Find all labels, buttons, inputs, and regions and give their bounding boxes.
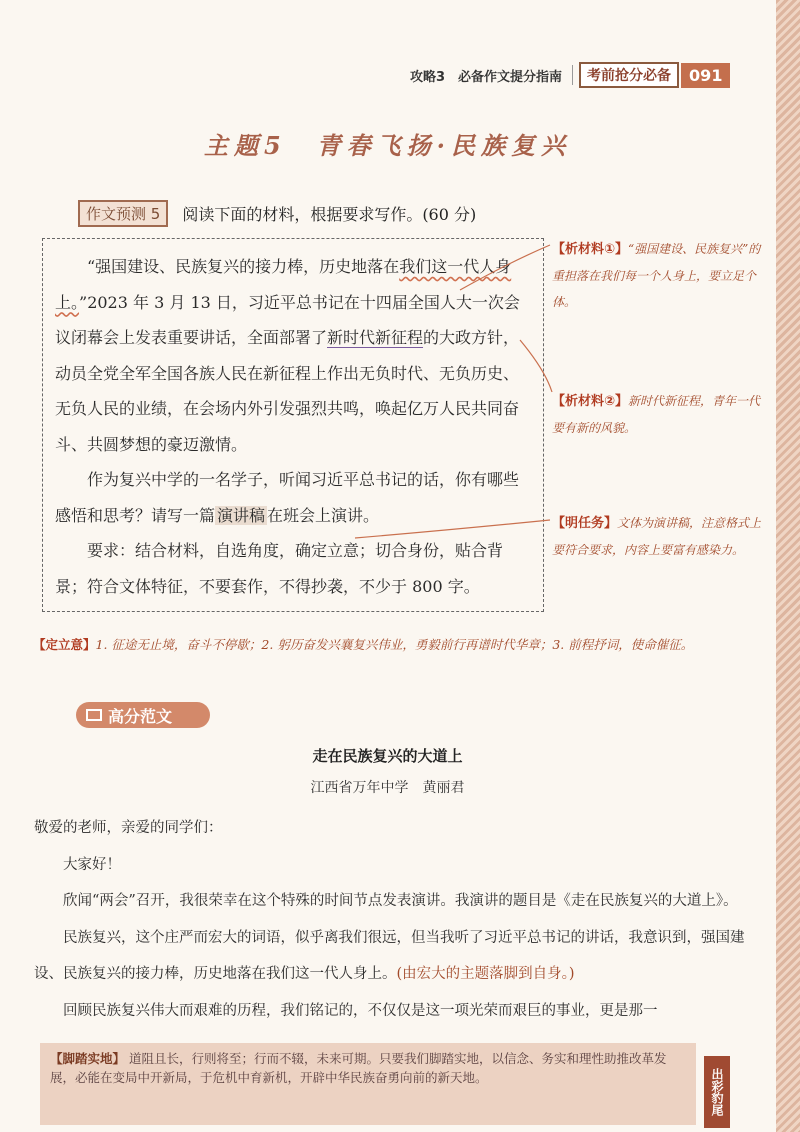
highlight-phrase-2: 新时代新征程 (327, 328, 424, 347)
prediction-row (78, 200, 476, 227)
note-label: 【析材料②】 (552, 394, 629, 409)
header-guide: 攻略3 必备作文提分指南 (410, 69, 563, 85)
material-text: “强国建设、民族复兴的接力棒，历史地落在 (87, 257, 400, 276)
page-title: 主题5 青春飞扬·民族复兴 (203, 131, 572, 160)
material-text: 的大政方针，动员全党全军全国各族人民在新征程上作出无负时代、无负历史、无负人民的业绩，在会场内外引发强烈共鸣，唤起亿万人民共同奋斗、共圆梦想的豪迈激情。 (55, 328, 520, 454)
footer-text: 道阻且长，行则将至；行而不辍，未来可期。只要我们脚踏实地，以信念、务实和理性助推改革发展，必能在变局中开新局，于危机中育新机，开辟中华民族奋勇向前的新天地。 (50, 1051, 667, 1085)
note-task (552, 510, 762, 563)
prediction-instruction: 阅读下面的材料，根据要求写作。(60 分) (182, 205, 477, 224)
highlight-phrase-1: 我们这一代人身上。 (55, 257, 512, 312)
note-material-1 (552, 236, 762, 315)
material-paragraph-2 (55, 462, 527, 533)
book-icon (86, 709, 102, 721)
note-text: “强国建设、民族复兴”的重担落在我们每一个人身上，要立足个体。 (552, 242, 761, 309)
footer-tip (40, 1043, 696, 1125)
material-box (42, 238, 544, 612)
essay-text: 民族复兴，这个庄严而宏大的词语，似乎离我们很远，但当我听了习近平总书记的讲话，我意识到，强国建设、民族复兴的接力棒，历史地落在我们这一代人身上。 (34, 929, 745, 982)
model-essay-badge (76, 702, 210, 728)
badge-label: 高分范文 (108, 706, 173, 726)
material-requirements: 要求：结合材料，自选角度，确定立意；切合身份，贴合背景；符合文体特征，不要套作，不得抄袭，不少于 800 字。 (55, 541, 504, 596)
footer-side-tag: 出彩豹尾 (704, 1056, 730, 1128)
material-text: ”2023 年 3 月 13 日，习近平总书记在十四届全国人大一次会议闭幕会上发表重要讲话，全面部署了 (55, 292, 520, 347)
material-text: 在班会上演讲。 (267, 505, 380, 525)
note-text: 新时代新征程，青年一代要有新的风貌。 (552, 394, 761, 435)
essay-body (34, 810, 764, 1029)
essay-title: 走在民族复兴的大道上 (312, 747, 463, 765)
material-paragraph-1 (55, 249, 527, 462)
note-label: 【明任务】 (552, 516, 618, 531)
prediction-tag: 作文预测 5 (78, 200, 168, 227)
essay-paragraph-3: 回顾民族复兴伟大而艰难的历程，我们铭记的，不仅仅是这一项光荣而艰巨的事业，更是那一 (63, 1002, 658, 1019)
footer-label: 【脚踏实地】 (50, 1051, 126, 1066)
header-section-box: 考前抢分必备 (579, 62, 679, 88)
note-text: 文体为演讲稿，注意格式上要符合要求，内容上要富有感染力。 (552, 516, 762, 557)
essay-hello: 大家好！ (63, 856, 121, 873)
note-material-2 (552, 388, 762, 441)
theme-label: 【定立意】 (33, 637, 96, 652)
running-header (410, 62, 730, 88)
essay-comment: (由宏大的主题落脚到自身。) (396, 966, 575, 982)
theme-setting (33, 632, 763, 657)
note-label: 【析材料①】 (552, 242, 629, 257)
essay-paragraph-2 (34, 920, 764, 993)
essay-paragraph-1: 欣闻“两会”召开，我很荣幸在这个特殊的时间节点发表演讲。我演讲的题目是《走在民族复兴的大道上》。 (63, 893, 738, 909)
page-edge-stripe (776, 0, 800, 1132)
material-text: 作为复兴中学的一名学子，听闻习近平总书记的话，你有哪些感悟和思考？请写一篇 (55, 470, 520, 525)
essay-author: 江西省万年中学 黄丽君 (310, 780, 465, 796)
highlight-genre: 演讲稿 (217, 505, 266, 525)
header-divider (572, 65, 573, 85)
page-number: 091 (681, 63, 730, 88)
essay-greeting: 敬爱的老师，亲爱的同学们： (34, 820, 223, 836)
theme-text: 1. 征途无止境，奋斗不停歇；2. 躬历奋发兴襄复兴伟业，勇毅前行再谱时代华章；3. 前程抒词，使命催征。 (95, 637, 694, 652)
